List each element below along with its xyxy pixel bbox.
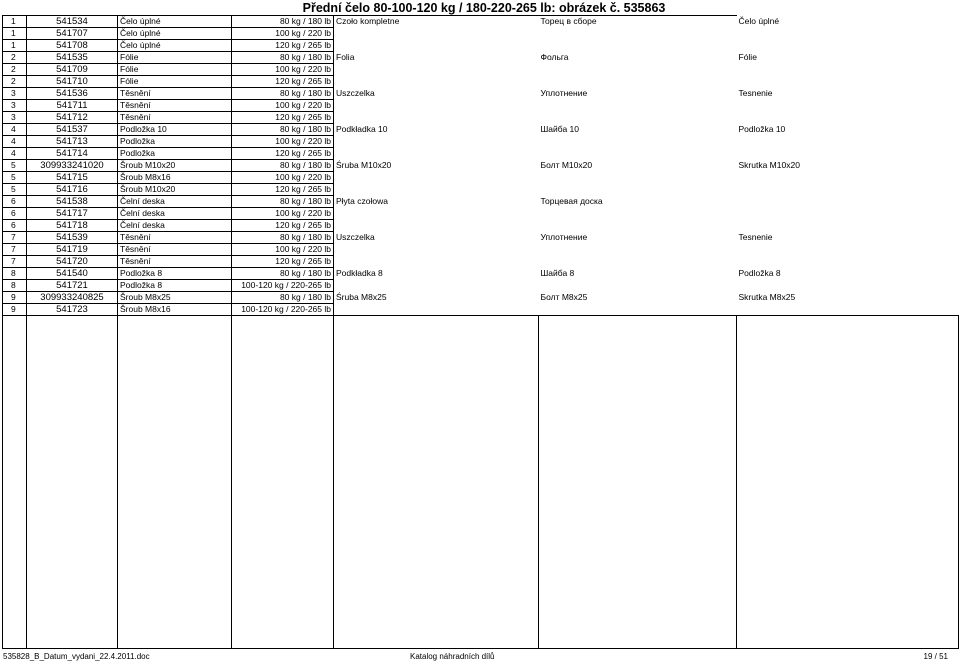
russian-name-cell: Фольга bbox=[540, 52, 569, 62]
empty-cell bbox=[232, 316, 334, 649]
polish-name-cell bbox=[334, 244, 539, 256]
part-number-cell: 541535 bbox=[27, 52, 118, 64]
table-row bbox=[3, 232, 959, 244]
slovak-name-cell bbox=[737, 184, 959, 196]
position-cell: 3 bbox=[3, 112, 27, 124]
parts-sheet bbox=[2, 2, 959, 649]
position-cell: 4 bbox=[3, 124, 27, 136]
table-row bbox=[3, 208, 959, 220]
part-number-cell: 541707 bbox=[27, 28, 118, 40]
footer-page-number: 19 / 51 bbox=[923, 652, 948, 661]
position-cell: 4 bbox=[3, 136, 27, 148]
slovak-name-cell bbox=[737, 148, 959, 160]
polish-name-cell bbox=[334, 76, 539, 88]
empty-cell bbox=[334, 316, 539, 649]
position-cell: 8 bbox=[3, 268, 27, 280]
slovak-name-cell bbox=[737, 196, 959, 208]
table-row bbox=[3, 196, 959, 208]
table-row bbox=[3, 184, 959, 196]
slovak-name-cell: Tesnenie bbox=[738, 88, 773, 98]
table-row bbox=[3, 268, 959, 280]
position-cell: 5 bbox=[3, 184, 27, 196]
slovak-name-cell bbox=[737, 172, 959, 184]
slovak-name-cell bbox=[737, 280, 959, 292]
russian-name-cell bbox=[539, 76, 737, 88]
table-row bbox=[3, 160, 959, 172]
russian-name-cell bbox=[539, 244, 737, 256]
position-cell: 1 bbox=[3, 16, 27, 28]
slovak-name-cell bbox=[737, 64, 959, 76]
polish-name-cell bbox=[334, 28, 539, 40]
empty-grid-row bbox=[3, 316, 959, 649]
russian-name-cell bbox=[539, 112, 737, 124]
table-row bbox=[3, 172, 959, 184]
position-cell: 3 bbox=[3, 100, 27, 112]
czech-name-cell: Čelní deska bbox=[118, 220, 232, 232]
part-number-cell: 541718 bbox=[27, 220, 118, 232]
czech-name-cell: Šroub M10x20 bbox=[118, 160, 232, 172]
page-title: Přední čelo 80-100-120 kg / 180-220-265 lb: obrázek č. 535863 bbox=[232, 2, 737, 16]
position-cell: 9 bbox=[3, 304, 27, 316]
slovak-name-cell: Skrutka M10x20 bbox=[738, 160, 800, 170]
part-number-cell: 541709 bbox=[27, 64, 118, 76]
polish-name-cell bbox=[334, 40, 539, 52]
polish-name-cell: Podkładka 10 bbox=[334, 124, 539, 136]
weight-cell: 80 kg / 180 lb bbox=[232, 124, 334, 136]
table-row bbox=[3, 64, 959, 76]
weight-cell: 80 kg / 180 lb bbox=[232, 16, 334, 28]
russian-name-cell: Торцевая доска bbox=[540, 196, 603, 206]
polish-name-cell bbox=[334, 148, 539, 160]
russian-name-cell bbox=[539, 172, 737, 184]
table-row bbox=[3, 256, 959, 268]
czech-name-cell: Fólie bbox=[118, 64, 232, 76]
polish-name-cell: Czoło kompletne bbox=[334, 16, 539, 28]
russian-name-cell bbox=[539, 28, 737, 40]
slovak-name-cell bbox=[737, 244, 959, 256]
slovak-name-cell bbox=[737, 136, 959, 148]
russian-name-cell bbox=[539, 208, 737, 220]
table-row bbox=[3, 100, 959, 112]
czech-name-cell: Těsnění bbox=[118, 232, 232, 244]
part-number-cell: 541711 bbox=[27, 100, 118, 112]
part-number-cell: 541721 bbox=[27, 280, 118, 292]
part-number-cell: 309933240825 bbox=[27, 292, 118, 304]
slovak-name-cell bbox=[737, 256, 959, 268]
part-number-cell: 541717 bbox=[27, 208, 118, 220]
russian-name-cell: Болт M8x25 bbox=[540, 292, 588, 302]
slovak-name-cell: Podložka 10 bbox=[738, 124, 786, 134]
czech-name-cell: Čelní deska bbox=[118, 208, 232, 220]
czech-name-cell: Čelo úplné bbox=[118, 40, 232, 52]
position-cell: 3 bbox=[3, 88, 27, 100]
position-cell: 6 bbox=[3, 220, 27, 232]
polish-name-cell: Śruba M10x20 bbox=[334, 160, 539, 172]
weight-cell: 100 kg / 220 lb bbox=[232, 136, 334, 148]
czech-name-cell: Čelo úplné bbox=[118, 16, 232, 28]
russian-name-cell bbox=[539, 184, 737, 196]
polish-name-cell: Folia bbox=[334, 52, 539, 64]
weight-cell: 100 kg / 220 lb bbox=[232, 244, 334, 256]
empty-cell bbox=[539, 316, 737, 649]
polish-name-cell bbox=[334, 136, 539, 148]
czech-name-cell: Těsnění bbox=[118, 88, 232, 100]
czech-name-cell: Fólie bbox=[118, 52, 232, 64]
part-number-cell: 541720 bbox=[27, 256, 118, 268]
position-cell: 7 bbox=[3, 232, 27, 244]
part-number-cell: 541716 bbox=[27, 184, 118, 196]
position-cell: 1 bbox=[3, 28, 27, 40]
position-cell: 2 bbox=[3, 76, 27, 88]
position-cell: 5 bbox=[3, 160, 27, 172]
table-row bbox=[3, 112, 959, 124]
part-number-cell: 541712 bbox=[27, 112, 118, 124]
table-row bbox=[3, 244, 959, 256]
czech-name-cell: Podložka bbox=[118, 148, 232, 160]
polish-name-cell bbox=[334, 220, 539, 232]
slovak-name-cell bbox=[737, 28, 959, 40]
footer-catalog: Katalog náhradních dílů bbox=[410, 652, 495, 661]
russian-name-cell bbox=[539, 64, 737, 76]
slovak-name-cell bbox=[737, 40, 959, 52]
slovak-name-cell: Podložka 8 bbox=[738, 268, 781, 278]
russian-name-cell: Уплотнение bbox=[540, 88, 588, 98]
slovak-name-cell bbox=[737, 76, 959, 88]
empty-cell bbox=[118, 316, 232, 649]
weight-cell: 120 kg / 265 lb bbox=[232, 40, 334, 52]
czech-name-cell: Šroub M10x20 bbox=[118, 184, 232, 196]
table-row bbox=[3, 280, 959, 292]
polish-name-cell bbox=[334, 184, 539, 196]
slovak-name-cell bbox=[737, 100, 959, 112]
position-cell: 9 bbox=[3, 292, 27, 304]
slovak-name-cell bbox=[737, 220, 959, 232]
russian-name-cell: Шайба 10 bbox=[540, 124, 579, 134]
part-number-cell: 541710 bbox=[27, 76, 118, 88]
slovak-name-cell: Skrutka M8x25 bbox=[738, 292, 796, 302]
czech-name-cell: Fólie bbox=[118, 76, 232, 88]
part-number-cell: 541538 bbox=[27, 196, 118, 208]
russian-name-cell bbox=[539, 136, 737, 148]
czech-name-cell: Podložka bbox=[118, 136, 232, 148]
czech-name-cell: Šroub M8x16 bbox=[118, 304, 232, 316]
russian-name-cell bbox=[539, 148, 737, 160]
weight-cell: 120 kg / 265 lb bbox=[232, 220, 334, 232]
table-row bbox=[3, 148, 959, 160]
part-number-cell: 541714 bbox=[27, 148, 118, 160]
russian-name-cell bbox=[539, 40, 737, 52]
empty-cell bbox=[3, 316, 27, 649]
russian-name-cell: Уплотнение bbox=[540, 232, 588, 242]
table-row bbox=[3, 304, 959, 316]
russian-name-cell bbox=[539, 220, 737, 232]
weight-cell: 100-120 kg / 220-265 lb bbox=[232, 280, 334, 292]
position-cell: 8 bbox=[3, 280, 27, 292]
russian-name-cell bbox=[539, 304, 737, 316]
weight-cell: 100 kg / 220 lb bbox=[232, 100, 334, 112]
polish-name-cell: Podkładka 8 bbox=[334, 268, 539, 280]
position-cell: 6 bbox=[3, 208, 27, 220]
slovak-name-cell: Čelo úplné bbox=[738, 16, 780, 26]
position-cell: 5 bbox=[3, 172, 27, 184]
weight-cell: 120 kg / 265 lb bbox=[232, 184, 334, 196]
part-number-cell: 541536 bbox=[27, 88, 118, 100]
polish-name-cell bbox=[334, 112, 539, 124]
czech-name-cell: Šroub M8x25 bbox=[118, 292, 232, 304]
part-number-cell: 541539 bbox=[27, 232, 118, 244]
weight-cell: 100 kg / 220 lb bbox=[232, 172, 334, 184]
weight-cell: 80 kg / 180 lb bbox=[232, 292, 334, 304]
empty-cell bbox=[737, 316, 959, 649]
czech-name-cell: Čelní deska bbox=[118, 196, 232, 208]
polish-name-cell: Śruba M8x25 bbox=[334, 292, 539, 304]
weight-cell: 80 kg / 180 lb bbox=[232, 268, 334, 280]
table-row bbox=[3, 40, 959, 52]
weight-cell: 80 kg / 180 lb bbox=[232, 196, 334, 208]
polish-name-cell: Uszczelka bbox=[334, 88, 539, 100]
table-row bbox=[3, 292, 959, 304]
weight-cell: 120 kg / 265 lb bbox=[232, 256, 334, 268]
russian-name-cell bbox=[539, 280, 737, 292]
polish-name-cell bbox=[334, 304, 539, 316]
part-number-cell: 541723 bbox=[27, 304, 118, 316]
empty-cell bbox=[27, 316, 118, 649]
czech-name-cell: Těsnění bbox=[118, 244, 232, 256]
position-cell: 1 bbox=[3, 40, 27, 52]
slovak-name-cell: Tesnenie bbox=[738, 232, 773, 242]
czech-name-cell: Šroub M8x16 bbox=[118, 172, 232, 184]
title-row bbox=[3, 2, 959, 16]
polish-name-cell bbox=[334, 64, 539, 76]
slovak-name-cell bbox=[737, 304, 959, 316]
russian-name-cell: Торец в сборе bbox=[540, 16, 597, 27]
weight-cell: 120 kg / 265 lb bbox=[232, 112, 334, 124]
czech-name-cell: Čelo úplné bbox=[118, 28, 232, 40]
position-cell: 7 bbox=[3, 244, 27, 256]
russian-name-cell bbox=[539, 256, 737, 268]
weight-cell: 100 kg / 220 lb bbox=[232, 64, 334, 76]
weight-cell: 100 kg / 220 lb bbox=[232, 208, 334, 220]
slovak-name-cell bbox=[737, 208, 959, 220]
part-number-cell: 309933241020 bbox=[27, 160, 118, 172]
weight-cell: 100 kg / 220 lb bbox=[232, 28, 334, 40]
polish-name-cell: Płyta czołowa bbox=[334, 196, 539, 208]
czech-name-cell: Podložka 8 bbox=[118, 280, 232, 292]
russian-name-cell: Болт M10x20 bbox=[540, 160, 593, 170]
weight-cell: 100-120 kg / 220-265 lb bbox=[232, 304, 334, 316]
slovak-name-cell: Fólie bbox=[738, 52, 757, 62]
weight-cell: 80 kg / 180 lb bbox=[232, 232, 334, 244]
table-row bbox=[3, 88, 959, 100]
weight-cell: 80 kg / 180 lb bbox=[232, 160, 334, 172]
table-row bbox=[3, 136, 959, 148]
russian-name-cell bbox=[539, 100, 737, 112]
part-number-cell: 541537 bbox=[27, 124, 118, 136]
part-number-cell: 541715 bbox=[27, 172, 118, 184]
weight-cell: 80 kg / 180 lb bbox=[232, 88, 334, 100]
slovak-name-cell bbox=[737, 112, 959, 124]
position-cell: 6 bbox=[3, 196, 27, 208]
polish-name-cell bbox=[334, 208, 539, 220]
polish-name-cell bbox=[334, 100, 539, 112]
part-number-cell: 541719 bbox=[27, 244, 118, 256]
weight-cell: 120 kg / 265 lb bbox=[232, 76, 334, 88]
table-row bbox=[3, 16, 959, 28]
polish-name-cell bbox=[334, 256, 539, 268]
part-number-cell: 541713 bbox=[27, 136, 118, 148]
polish-name-cell bbox=[334, 280, 539, 292]
czech-name-cell: Těsnění bbox=[118, 112, 232, 124]
weight-cell: 120 kg / 265 lb bbox=[232, 148, 334, 160]
position-cell: 4 bbox=[3, 148, 27, 160]
parts-table bbox=[2, 2, 959, 649]
czech-name-cell: Podložka 10 bbox=[118, 124, 232, 136]
polish-name-cell bbox=[334, 172, 539, 184]
part-number-cell: 541534 bbox=[27, 16, 118, 28]
czech-name-cell: Podložka 8 bbox=[118, 268, 232, 280]
part-number-cell: 541540 bbox=[27, 268, 118, 280]
czech-name-cell: Těsnění bbox=[118, 100, 232, 112]
table-row bbox=[3, 220, 959, 232]
position-cell: 2 bbox=[3, 64, 27, 76]
polish-name-cell: Uszczelka bbox=[334, 232, 539, 244]
table-row bbox=[3, 124, 959, 136]
table-row bbox=[3, 76, 959, 88]
table-row bbox=[3, 52, 959, 64]
czech-name-cell: Těsnění bbox=[118, 256, 232, 268]
position-cell: 2 bbox=[3, 52, 27, 64]
footer-filename: 535828_B_Datum_vydani_22.4.2011.doc bbox=[3, 652, 150, 661]
part-number-cell: 541708 bbox=[27, 40, 118, 52]
table-row bbox=[3, 28, 959, 40]
position-cell: 7 bbox=[3, 256, 27, 268]
russian-name-cell: Шайба 8 bbox=[540, 268, 575, 278]
weight-cell: 80 kg / 180 lb bbox=[232, 52, 334, 64]
